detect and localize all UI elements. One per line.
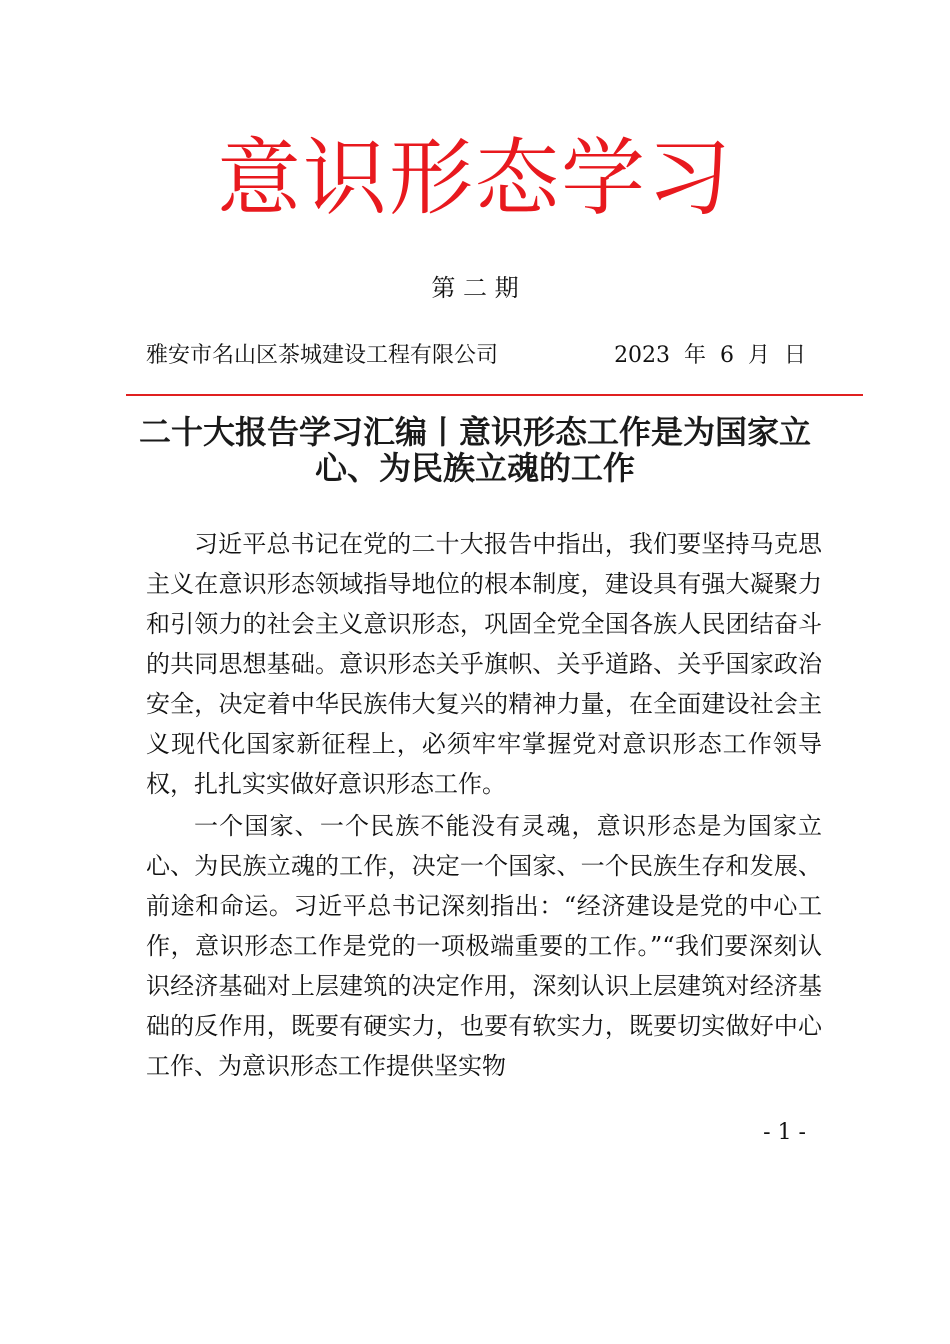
paragraph-1: 习近平总书记在党的二十大报告中指出，我们要坚持马克思主义在意识形态领域指导地位的根本制度，建设具有强大凝聚力和引领力的社会主义意识形态，巩固全党全国各族人民团结奋斗的共同思想基础。意识形态关乎旗帜、关乎道路、关乎国家政治安全，决定着中华民族伟大复兴的精神力量，在全面建设社会主义现代化国家新征程上，必须牢牢掌握党对意识形态工作领导权，扎扎实实做好意识形态工作。	[146, 530, 822, 798]
red-divider-line	[126, 394, 863, 396]
masthead-title: 意识形态学习	[216, 129, 733, 227]
organization-name: 雅安市名山区茶城建设工程有限公司	[146, 343, 499, 368]
issue-number: 第 二 期	[431, 274, 519, 302]
publication-meta	[146, 340, 806, 372]
article-body	[146, 524, 822, 1086]
article-title: 二十大报告学习汇编丨意识形态工作是为国家立心、为民族立魂的工作	[138, 413, 811, 487]
paragraph-2: 一个国家、一个民族不能没有灵魂，意识形态是为国家立心、为民族立魂的工作，决定一个国家、一个民族生存和发展、前途和命运。习近平总书记深刻指出：“经济建设是党的中心工作，意识形态工作是党的一项极端重要的工作。”“我们要深刻认识经济基础对上层建筑的决定作用，深刻认识上层建筑对经济基础的反作用，既要有硬实力，也要有软实力，既要切实做好中心工作、为意识形态工作提供坚实物	[146, 812, 822, 1080]
page-number: - 1 -	[763, 1120, 806, 1145]
publication-date: 2023 年 6 月 日	[614, 343, 806, 368]
